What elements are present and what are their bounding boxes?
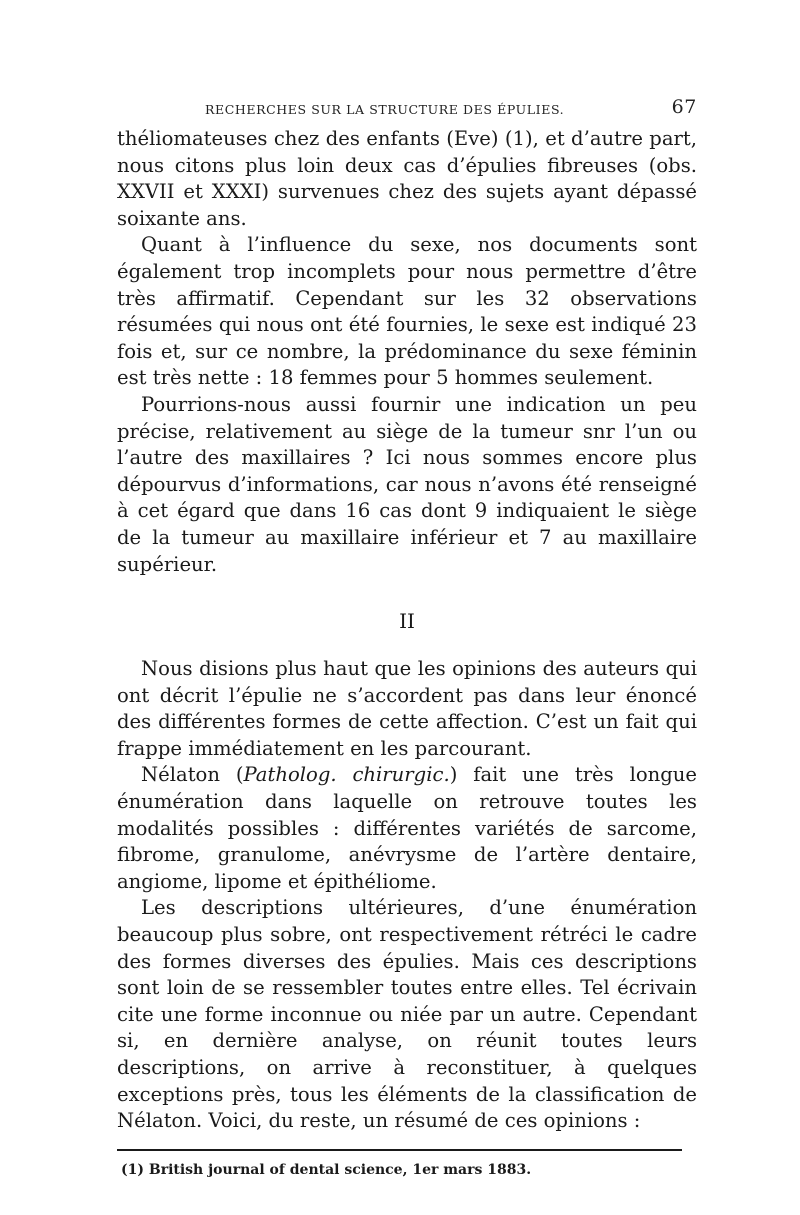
footnote-rule [117,1149,682,1151]
paragraph-tumor-site: Pourrions-nous aussi fournir une indication un peu précise, relativement au siège de la tumeur snr l’un ou l’autre des maxillaires ? Ici nous sommes encore plus dépourvus d’informations, car nous n’avons été renseigné à cet égard que dans 16 cas dont 9 indiquaient le siège de la tumeur au maxillaire inférieur et 7 au maxillaire supérieur. [117,392,697,576]
paragraph-opinions: Nous disions plus haut que les opinions des auteurs qui ont décrit l’épulie ne s’accordent pas dans leur énoncé des différentes formes de cette affection. C’est un fait qui frappe immédiatement en les parcourant. [117,657,697,760]
paragraph-continuation: théliomateuses chez des enfants (Eve) (1), et d’autre part, nous citons plus loin deux cas d’épulies fibreuses (obs. XXVII et XXXI) survenues chez des sujets ayant dépassé soixante ans. [117,127,697,230]
body-text [117,126,697,1135]
paragraph-nelaton [117,762,697,895]
paragraph-later-descriptions: Les descriptions ultérieures, d’une énumération beaucoup plus sobre, ont respectivement rétréci le cadre des formes diverses des épulies. Mais ces descriptions sont loin de se ressembler toutes entre elles. Tel écrivain cite une forme inconnue ou niée par un autre. Cependant si, en dernière analyse, on réunit toutes leurs descriptions, on arrive à reconstituer, à quelques exceptions près, tous les éléments de la classification de Nélaton. Voici, du reste, un résumé de ces opinions : [117,896,697,1133]
nelaton-citation: Patholog. chirurgic. [243,763,450,787]
section-heading: II [399,609,415,634]
nelaton-author: Nélaton ( [141,763,244,787]
paragraph-sex-influence: Quant à l’influence du sexe, nos documents sont également trop incomplets pour nous permettre d’être très affirmatif. Cependant sur les 32 observations résumées qui nous ont été fournies, le sexe est indiqué 23 fois et, sur ce nombre, la prédominance du sexe féminin est très nette : 18 femmes pour 5 hommes seulement. [117,233,697,390]
nelaton-enumeration: ) fait une très longue énumération dans laquelle on retrouve toutes les modalités possibles : différentes variétés de sarcome, fibrome, granulome, anévrysme de l’artère dentaire, angiome, lipome et épithéliome. [117,763,698,893]
book-page [117,96,697,1179]
running-title: RECHERCHES SUR LA STRUCTURE DES ÉPULIES. [205,102,565,117]
running-head [117,96,697,126]
footnote: (1) British journal of dental science, 1er mars 1883. [121,1161,532,1178]
page-number: 67 [671,96,697,118]
